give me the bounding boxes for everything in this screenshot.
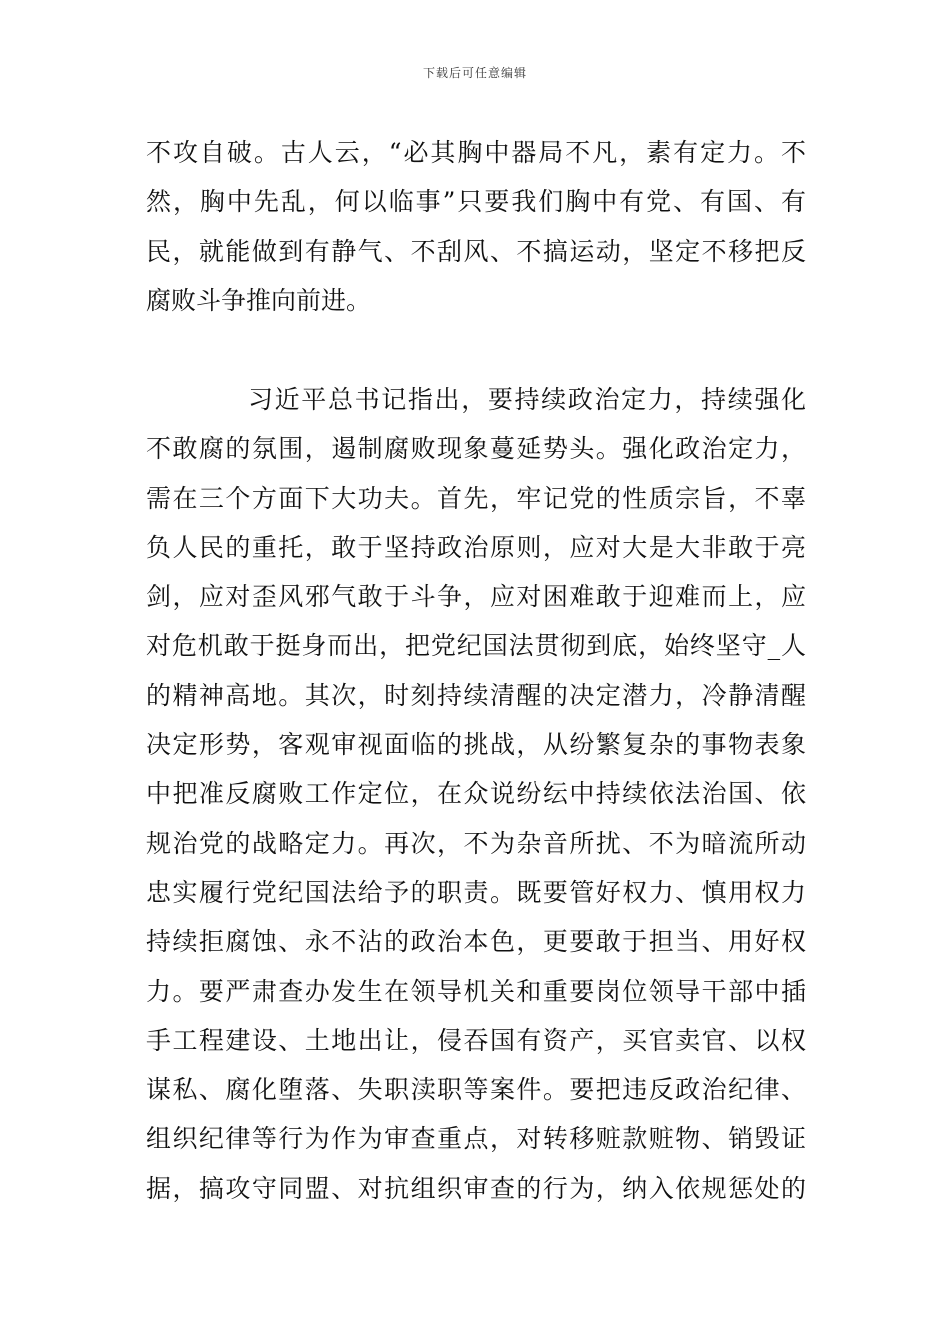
paragraph-2 (146, 375, 806, 1213)
text-line: 决定形势，客观审视面临的挑战，从纷繁复杂的事物表象 (146, 730, 806, 760)
text-line: 剑，应对歪风邪气敢于斗争，应对困难敢于迎难而上，应 (146, 582, 806, 612)
text-line: 对危机敢于挺身而出，把党纪国法贯彻到底，始终坚守_人 (146, 631, 806, 661)
text-line: 负人民的重托，敢于坚持政治原则，应对大是大非敢于亮 (146, 532, 806, 562)
text-line: 据，搞攻守同盟、对抗组织审查的行为，纳入依规惩处的 (146, 1173, 806, 1203)
text-line: 民，就能做到有静气、不刮风、不搞运动，坚定不移把反 (146, 236, 806, 266)
text-line: 组织纪律等行为作为审查重点，对转移赃款赃物、销毁证 (146, 1124, 806, 1154)
text-line: 的精神高地。其次，时刻持续清醒的决定潜力，冷静清醒 (146, 680, 806, 710)
text-line: 然，胸中先乱，何以临事”只要我们胸中有党、有国、有 (146, 187, 806, 217)
text-line: 谋私、腐化堕落、失职渎职等案件。要把违反政治纪律、 (146, 1075, 806, 1105)
paragraph-1 (146, 128, 806, 325)
text-line: 力。要严肃查办发生在领导机关和重要岗位领导干部中插 (146, 976, 806, 1006)
text-line: 需在三个方面下大功夫。首先，牢记党的性质宗旨，不辜 (146, 483, 806, 513)
text-line: 中把准反腐败工作定位，在众说纷纭中持续依法治国、依 (146, 779, 806, 809)
text-line: 忠实履行党纪国法给予的职责。既要管好权力、慎用权力 (146, 877, 806, 907)
text-line: 持续拒腐蚀、永不沾的政治本色，更要敢于担当、用好权 (146, 927, 806, 957)
text-line-indented: 习近平总书记指出，要持续政治定力，持续强化 (248, 385, 806, 414)
text-line: 手工程建设、土地出让，侵吞国有资产，买官卖官、以权 (146, 1025, 806, 1055)
text-line: 腐败斗争推向前进。 (146, 285, 372, 315)
page-header: 下载后可任意编辑 (422, 66, 527, 80)
text-line: 不攻自破。古人云，“必其胸中器局不凡，素有定力。不 (146, 138, 806, 167)
text-line: 规治党的战略定力。再次，不为杂音所扰、不为暗流所动 (146, 828, 806, 858)
text-line: 不敢腐的氛围，遏制腐败现象蔓延势头。强化政治定力， (146, 434, 806, 464)
